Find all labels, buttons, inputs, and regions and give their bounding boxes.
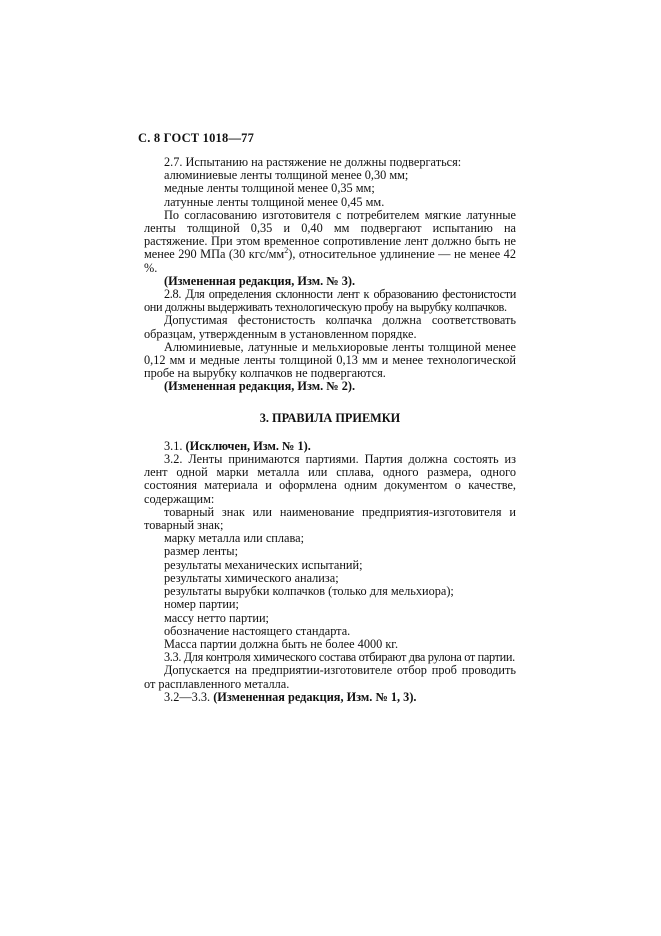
paragraph-lot-mass: Масса партии должна быть не более 4000 кг. [164,636,399,651]
list-item: размер ленты; [164,544,238,559]
text-fragment: ), относительное удлинение — не менее 42 %. [144,247,516,275]
amendment-note: (Измененная редакция, Изм. № 2). [164,379,356,394]
paragraph-2-7: 2.7. Испытанию на растяжение не должны подвергаться: [164,155,462,169]
list-item: товарный знак или наименование предприятия-изготовителя и товарный знак; [144,504,516,533]
clause-number: 3.1. [164,438,186,453]
paragraph-festoon: Допустимая фестонистость колпачка должна соответствовать образцам, утвержденным в установленном порядке. [144,313,516,341]
list-item: марку металла или сплава; [164,531,304,546]
list-item: номер партии; [164,597,239,612]
paragraph-3-2: 3.2. Ленты принимаются партиями. Партия должна состоять из лент одной марки металла или сплава, одного размера, одного состояния материала и оформлена одним документом о качестве, содержащим: [144,452,516,506]
list-item: латунные ленты толщиной менее 0,45 мм. [164,194,385,209]
list-item: массу нетто партии; [164,610,269,625]
list-item: медные ленты толщиной менее 0,35 мм; [164,181,375,196]
list-item: обозначение настоящего стандарта. [164,623,351,638]
paragraph-3-3: 3.3. Для контроля химического состава отбирают два рулона от партии. [164,650,515,665]
paragraph-sampling: Допускается на предприятии-изготовителе отбор проб проводить от расплавленного металла. [144,663,516,691]
amendment-text: (Измененная редакция, Изм. № 1, 3). [213,689,417,704]
text-fragment: По согласованию изготовителя с потребителем мягкие латунные ленты толщиной 0,35 и 0,40 мм подвергают испытанию на растяжение. При этом временное сопротивление лент должно быть не менее 290 МПа (30 кгс/мм [144,207,516,262]
amendment-note [144,691,516,704]
list-item: результаты вырубки колпачков (только для мельхиора); [164,584,454,599]
list-item: алюминиевые ленты толщиной менее 0,30 мм; [164,168,409,183]
clause-number: 3.2—3.3. [164,689,214,704]
page-header: С. 8 ГОСТ 1018—77 [138,131,255,145]
list-item: результаты химического анализа; [164,570,339,585]
excluded-note: (Исключен, Изм. № 1). [185,438,311,453]
section-heading: 3. ПРАВИЛА ПРИЕМКИ [259,410,401,425]
document-body [144,156,516,704]
paragraph-tensile-agreement [144,209,516,275]
paragraph-thin-strips: Алюминиевые, латунные и мельхиоровые ленты толщиной менее 0,12 мм и медные ленты толщиной 0,13 мм и менее технологической пробе на вырубку колпачков не подвергаются. [144,339,516,381]
amendment-note: (Измененная редакция, Изм. № 3). [164,273,356,288]
list-item: результаты механических испытаний; [164,557,363,572]
superscript: 2 [284,246,289,256]
paragraph-2-8: 2.8. Для определения склонности лент к образованию фестонистости они должны выдерживать технологическую пробу на вырубку колпачков. [144,287,516,315]
